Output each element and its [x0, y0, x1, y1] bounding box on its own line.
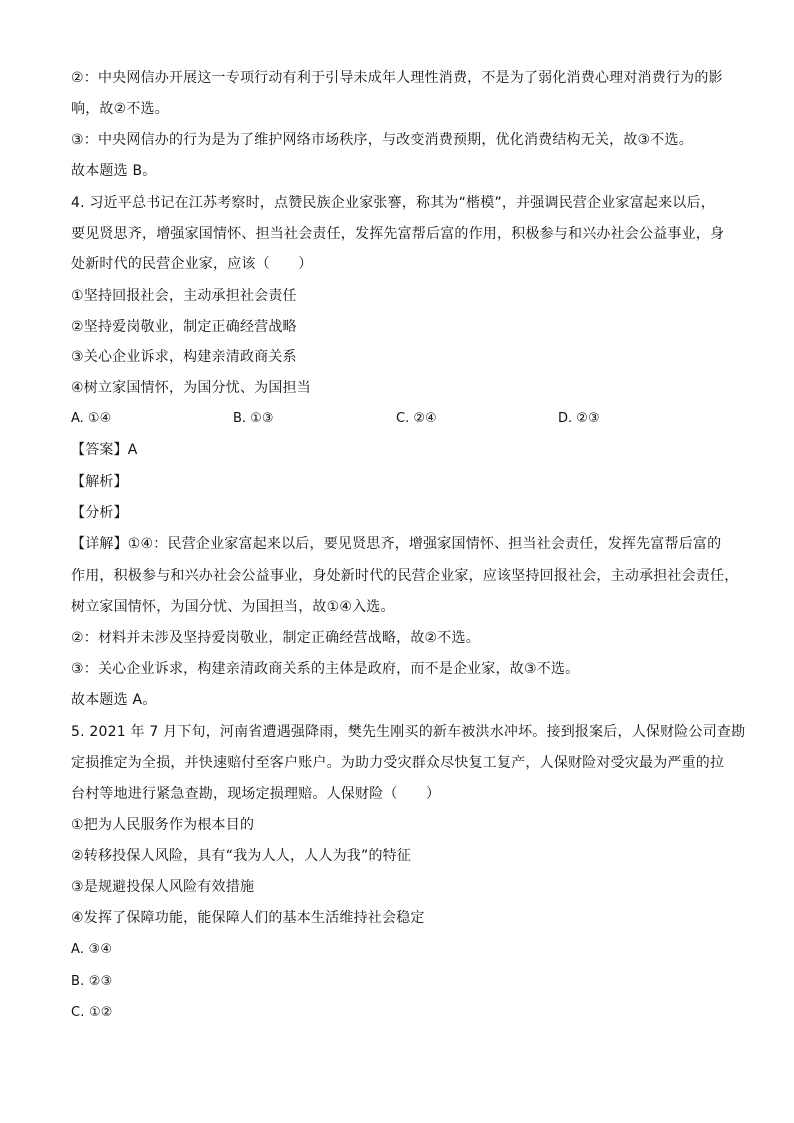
question-5-stem-3: 台村等地进行紧急查勘，现场定损理赔。人保财险（ ） — [71, 786, 441, 802]
analysis-line-2: ②：中央网信办开展这一专项行动有利于引导未成年人理性消费，不是为了弱化消费心理对消费行为的影 — [71, 70, 723, 86]
question-4-statement-2: ②坚持爱岗敬业，制定正确经营战略 — [71, 319, 297, 335]
question-4-statement-1: ①坚持回报社会，主动承担社会责任 — [71, 288, 297, 304]
question-4-detail-1: 【详解】①④：民营企业家富起来以后，要见贤思齐，增强家国情怀、担当社会责任，发挥先富帮后富的 — [71, 536, 722, 552]
question-4-options — [71, 409, 731, 429]
analysis-line-3: ③：中央网信办的行为是为了维护网络市场秩序，与改变消费预期，优化消费结构无关，故③不选。 — [71, 132, 693, 148]
question-4-detail-4: ②：材料并未涉及坚持爱岗敬业，制定正确经营战略，故②不选。 — [71, 630, 480, 646]
question-4-answer: 【答案】A — [71, 442, 138, 458]
question-4-detail-2: 作用，积极参与和兴办社会公益事业，身处新时代的民营企业家，应该坚持回报社会，主动承担社会责任， — [71, 568, 739, 584]
question-5-option-c: C. ①② — [71, 1005, 113, 1020]
answer-conclusion-q4: 故本题选 A。 — [71, 692, 157, 708]
question-5-statement-4: ④发挥了保障功能，能保障人们的基本生活维持社会稳定 — [71, 910, 425, 926]
analysis-line-2-cont: 响，故②不选。 — [71, 101, 169, 117]
question-5-stem-1: 5. 2021 年 7 月下旬，河南省遭遇强降雨，樊先生刚买的新车被洪水冲坏。接到报案后，人保财险公司查勘 — [71, 724, 746, 740]
answer-conclusion-q3: 故本题选 B。 — [71, 163, 157, 179]
question-4-stem-2: 要见贤思齐，增强家国情怀、担当社会责任，发挥先富帮后富的作用，积极参与和兴办社会公益事业，身 — [71, 226, 725, 242]
question-5-stem-2: 定损推定为全损，并快速赔付至客户账户。为助力受灾群众尽快复工复产，人保财险对受灾最为严重的拉 — [71, 755, 725, 771]
question-4-stem-3: 处新时代的民营企业家，应该（ ） — [71, 256, 313, 272]
question-4-option-d: D. ②③ — [558, 411, 600, 426]
question-4-detail-5: ③：关心企业诉求，构建亲清政商关系的主体是政府，而不是企业家，故③不选。 — [71, 661, 580, 677]
question-4-option-c: C. ②④ — [396, 411, 437, 426]
question-5-option-b: B. ②③ — [71, 974, 113, 989]
question-5-statement-1: ①把为人民服务作为根本目的 — [71, 817, 255, 833]
question-4-jiexi-heading: 【解析】 — [71, 474, 128, 490]
question-4-fenxi-heading: 【分析】 — [71, 505, 128, 521]
question-5-statement-3: ③是规避投保人风险有效措施 — [71, 879, 255, 895]
question-4-option-b: B. ①③ — [233, 411, 274, 426]
question-5-option-a: A. ③④ — [71, 942, 113, 957]
question-4-statement-3: ③关心企业诉求，构建亲清政商关系 — [71, 349, 297, 365]
question-5-statement-2: ②转移投保人风险，具有“我为人人，人人为我”的特征 — [71, 848, 412, 864]
question-4-stem-1: 4. 习近平总书记在江苏考察时，点赞民族企业家张謇，称其为“楷模”，并强调民营企业家富起来以后， — [71, 195, 715, 211]
question-4-statement-4: ④树立家国情怀，为国分忧、为国担当 — [71, 380, 311, 396]
question-4-detail-3: 树立家国情怀，为国分忧、为国担当，故①④入选。 — [71, 599, 395, 615]
question-4-option-a: A. ①④ — [71, 411, 112, 426]
